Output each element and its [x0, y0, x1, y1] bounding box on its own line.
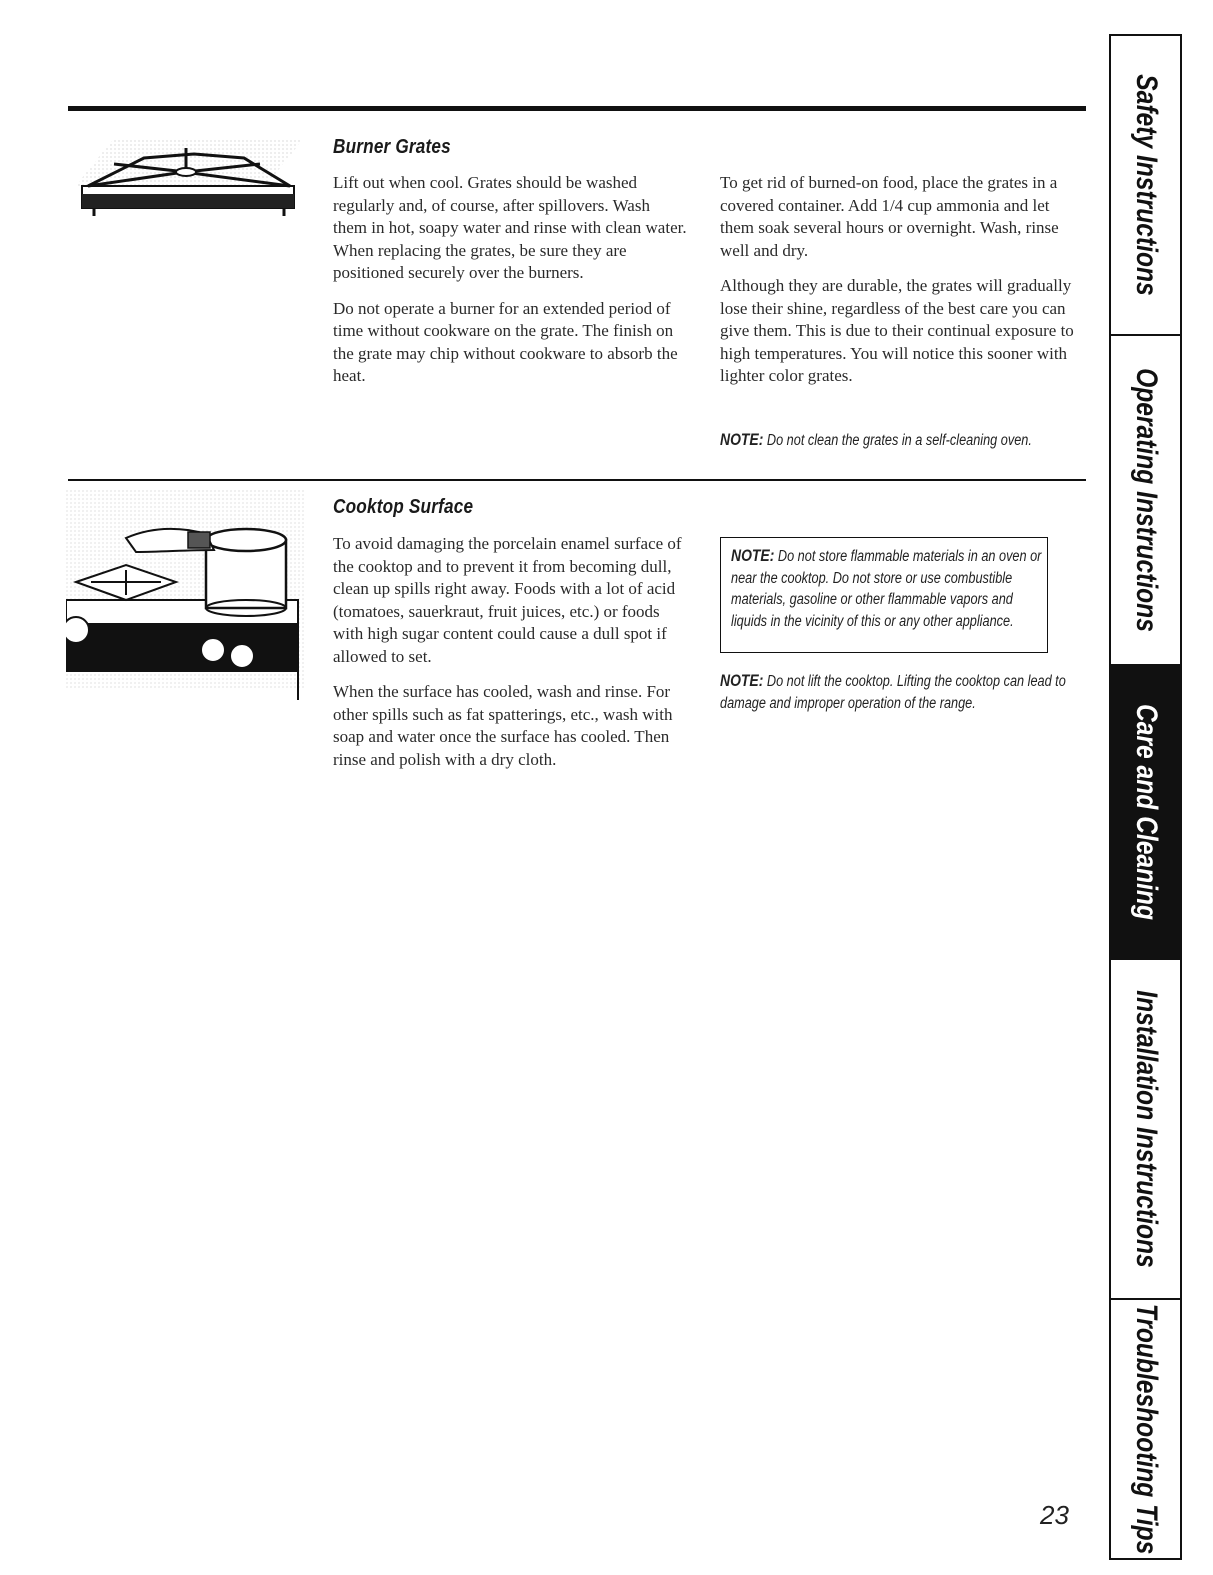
burner-grates-paragraph: Although they are durable, the grates will gradually lose their shine, regardless of the best care you can give them. This is due to their continual exposure to high temperatures. You will notice this sooner with lighter color grates. [720, 276, 1074, 385]
flammable-materials-note-box [720, 537, 1048, 653]
note-label: NOTE: [720, 430, 764, 449]
note-text: Do not clean the grates in a self-cleaning oven. [763, 432, 1032, 449]
tab-operating-instructions[interactable] [1111, 334, 1180, 664]
tab-label: Installation Instructions [1129, 990, 1163, 1268]
cooktop-surface-paragraph: To avoid damaging the porcelain enamel surface of the cooktop and to prevent it from becoming dull, clean up spills right away. Foods with a lot of acid (tomatoes, sauerkraut, fruit juices, etc.) or foods with high sugar content could cause a dull spot if allowed to set. [333, 534, 682, 666]
tab-installation-instructions[interactable] [1111, 958, 1180, 1298]
section-rule-top [68, 106, 1086, 111]
burner-grates-right-column [720, 172, 1080, 401]
tab-safety-instructions[interactable] [1111, 36, 1180, 334]
page-number: 23 [1040, 1500, 1069, 1530]
cooktop-surface-right-column [720, 537, 1075, 714]
burner-grates-left-column [333, 172, 688, 401]
burner-grates-paragraph: To get rid of burned-on food, place the grates in a covered container. Add 1/4 cup ammonia and let them soak several hours or overnight. Wash, rinse well and dry. [720, 173, 1059, 260]
tab-troubleshooting-tips[interactable] [1111, 1298, 1180, 1558]
flammable-materials-note [731, 545, 1051, 632]
tab-label: Safety Instructions [1129, 74, 1163, 296]
tab-label: Operating Instructions [1129, 368, 1163, 632]
note-label: NOTE: [731, 546, 775, 565]
burner-grate-illustration [74, 128, 304, 223]
section-rule-middle [68, 479, 1086, 481]
tab-label: Care and Cleaning [1129, 704, 1163, 920]
note-label: NOTE: [720, 671, 764, 690]
self-cleaning-note [720, 429, 1073, 452]
tab-label: Troubleshooting Tips [1129, 1303, 1163, 1555]
note-text: Do not store flammable materials in an oven or near the cooktop. Do not store or use combustible materials, gasoline or other flammable vapors and liquids in the vicinity of this or any other appliance. [731, 548, 1042, 630]
section-tabs [1109, 34, 1182, 1560]
cooktop-cleaning-illustration [66, 490, 318, 705]
burner-grates-heading: Burner Grates [333, 136, 451, 158]
cooktop-surface-heading: Cooktop Surface [333, 496, 474, 518]
do-not-lift-note [720, 670, 1073, 714]
cooktop-surface-left-column [333, 533, 688, 784]
burner-grates-paragraph: Lift out when cool. Grates should be washed regularly and, of course, after spillovers. Wash them in hot, soapy water and rinse with clean water. When replacing the grates, be sure they are positioned securely over the burners. [333, 173, 687, 282]
note-text: Do not lift the cooktop. Lifting the cooktop can lead to damage and improper operation of the range. [720, 673, 1066, 712]
tab-care-and-cleaning[interactable] [1111, 664, 1180, 958]
burner-grates-paragraph: Do not operate a burner for an extended period of time without cookware on the grate. The finish on the grate may chip without cookware to absorb the heat. [333, 298, 678, 385]
cooktop-surface-paragraph: When the surface has cooled, wash and rinse. For other spills such as fat spatterings, etc., wash with soap and water once the surface has cooled. Then rinse and polish with a dry cloth. [333, 682, 673, 769]
